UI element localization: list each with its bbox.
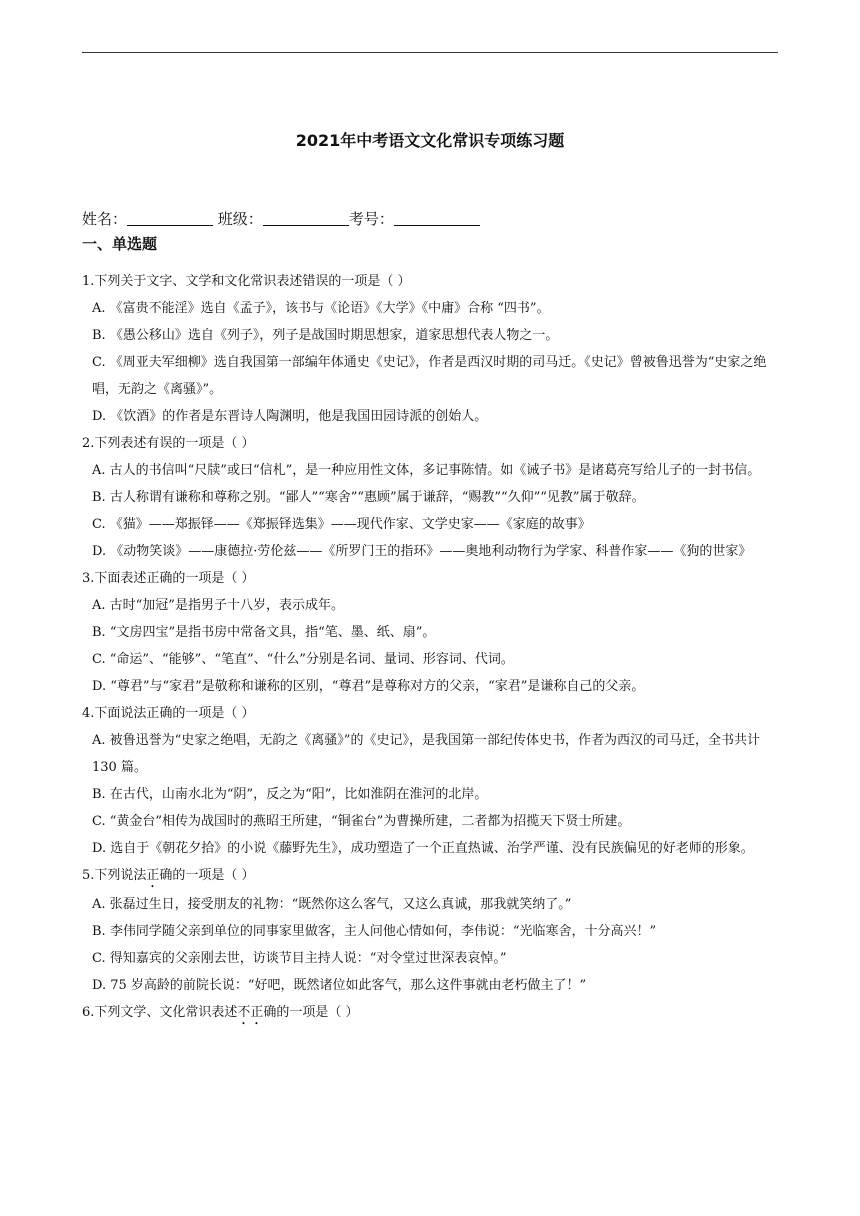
stem-text: 5.下列说法: [82, 868, 147, 883]
question-6: [82, 999, 782, 1028]
section-heading: 一、单选题: [82, 235, 158, 253]
option-c: C. “命运”、“能够”、“笔直”、“什么”分别是名词、量词、形容词、代词。: [92, 652, 514, 667]
option-b: B. 李伟同学随父亲到单位的同事家里做客，主人问他心情如何，李伟说：“光临寒舍，十分高兴！”: [92, 924, 657, 939]
class-label: 班级：: [217, 210, 263, 228]
option-a: A. 《富贵不能淫》选自《孟子》，该书与《论语》《大学》《中庸》合称 “四书”。: [92, 301, 550, 316]
question-5: [82, 862, 782, 999]
question-1: [82, 268, 782, 430]
stem-text: 确的一项是（ ）: [263, 1005, 359, 1020]
header-rule: [82, 52, 778, 53]
option-b: B. “文房四宝”是指书房中常备文具，指“笔、墨、纸、扇”。: [92, 625, 436, 640]
option-c: C. 《猫》——郑振铎——《郑振铎选集》——现代作家、文学史家——《家庭的故事》: [92, 517, 591, 532]
question-stem: 1.下列关于文字、文学和文化常识表述错误的一项是（ ）: [82, 274, 411, 289]
option-c: C. 《周亚夫军细柳》选自我国第一部编年体通史《史记》，作者是西汉时期的司马迁。《史记》曾被鲁迅誉为“史家之绝唱，无韵之《离骚》”。: [92, 355, 767, 397]
question-stem: 4.下面说法正确的一项是（ ）: [82, 706, 255, 721]
option-c: C. “黄金台”相传为战国时的燕昭王所建，“铜雀台”为曹操所建，二者都为招揽天下贤士所建。: [92, 814, 631, 829]
question-2: [82, 430, 782, 565]
number-blank[interactable]: [394, 209, 480, 226]
option-d: D. 《饮酒》的作者是东晋诗人陶渊明，他是我国田园诗派的创始人。: [92, 409, 488, 424]
name-label: 姓名：: [82, 210, 128, 228]
name-blank[interactable]: [127, 209, 213, 226]
option-d: D. “尊君”与“家君”是敬称和谦称的区别，“尊君”是尊称对方的父亲，“家君”是谦称自己的父亲。: [92, 679, 645, 694]
question-3: [82, 565, 782, 700]
option-d: D. 75 岁高龄的前院长说：“好吧，既然诸位如此客气，那么这件事就由老朽做主了！”: [92, 978, 587, 993]
question-stem: 2.下列表述有误的一项是（ ）: [82, 436, 255, 451]
class-blank[interactable]: [263, 209, 349, 226]
question-4: [82, 700, 782, 862]
question-stem: [82, 862, 782, 891]
option-b: B. 在古代，山南水北为“阴”，反之为“阳”，比如淮阴在淮河的北岸。: [92, 787, 488, 802]
number-label: 考号：: [348, 210, 394, 228]
stem-text: 确的一项是（ ）: [159, 868, 255, 883]
option-b: B. 古人称谓有谦称和尊称之别。“鄙人”“寒舍”“惠顾”属于谦辞，“赐教”“久仰”“见教”属于敬辞。: [92, 490, 645, 505]
page-title: 2021年中考语文文化常识专项练习题: [295, 131, 565, 150]
option-b: B. 《愚公移山》选自《列子》，列子是战国时期思想家，道家思想代表人物之一。: [92, 328, 559, 343]
option-a: A. 古时“加冠”是指男子十八岁，表示成年。: [92, 598, 344, 613]
option-a: A. 古人的书信叫“尺牍”或曰“信札”，是一种应用性文体，多记事陈情。如《诫子书》是诸葛亮写给儿子的一封书信。: [92, 463, 761, 478]
question-stem: 3.下面表述正确的一项是（ ）: [82, 571, 255, 586]
option-d: D. 选自于《朝花夕拾》的小说《藤野先生》，成功塑造了一个正直热诚、治学严谨、没有民族偏见的好老师的形象。: [92, 841, 754, 856]
option-c: C. 得知嘉宾的父亲刚去世，访谈节目主持人说：“对令堂过世深表哀悼。”: [92, 951, 507, 966]
option-d: D. 《动物笑谈》——康德拉·劳伦兹——《所罗门王的指环》——奥地利动物行为学家、科普作家——《狗的世家》: [92, 544, 752, 559]
option-a: A. 张磊过生日，接受朋友的礼物：“既然你这么客气，又这么真诚，那我就笑纳了。”: [92, 897, 572, 912]
stem-text: 6.下列文学、文化常识表述: [82, 1005, 238, 1020]
student-info-line: [82, 209, 480, 229]
question-stem: [82, 999, 782, 1028]
option-a: A. 被鲁迅誉为“史家之绝唱，无韵之《离骚》”的《史记》，是我国第一部纪传体史书，作者为西汉的司马迁，全书共计 130 篇。: [92, 733, 760, 775]
emphasized-text: 正: [146, 868, 160, 883]
emphasized-text: 不正: [237, 1005, 264, 1020]
question-list: [82, 268, 782, 1028]
